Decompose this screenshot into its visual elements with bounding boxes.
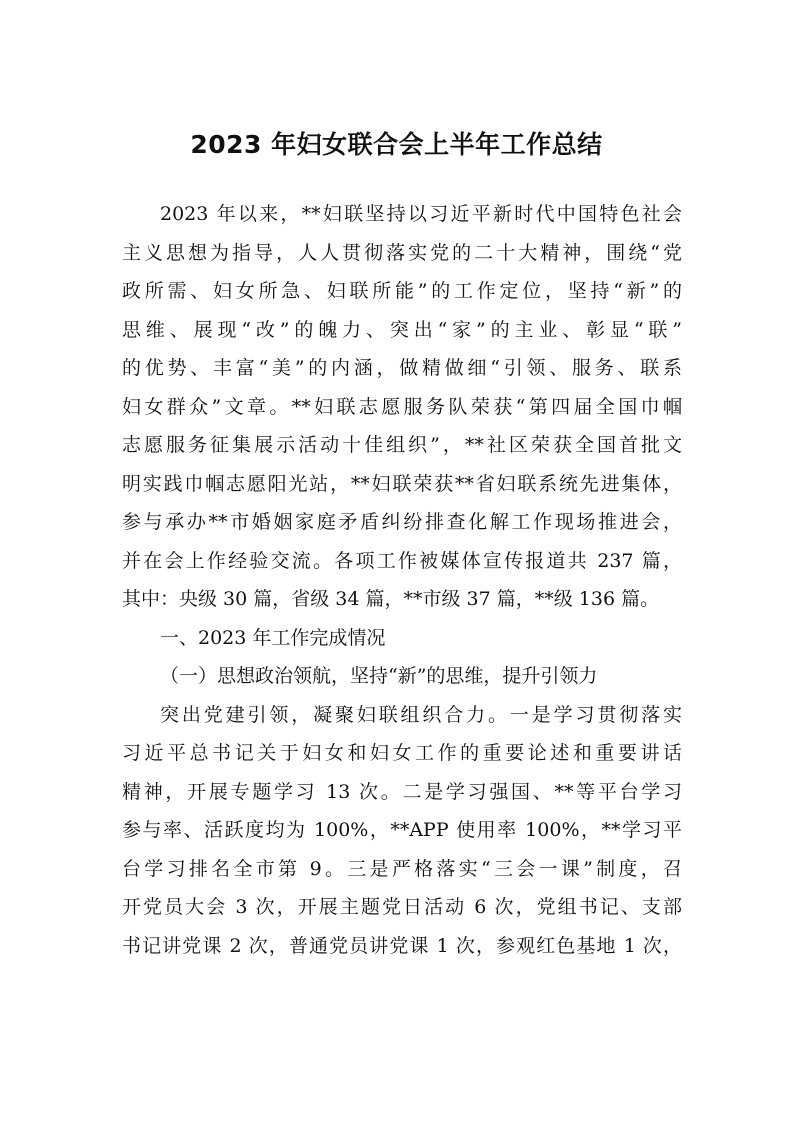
paragraph-line: 并在会上作经验交流。各项工作被媒体宣传报道共 237 篇， xyxy=(122,549,682,572)
paragraph-line: 书记讲党课 2 次，普通党员讲党课 1 次，参观红色基地 1 次， xyxy=(122,934,682,957)
paragraph-line: 妇女群众”文章。**妇联志愿服务队荣获“第四届全国巾帼 xyxy=(122,395,682,418)
paragraph-line: 的优势、丰富“美”的内涵，做精做细“引领、服务、联系 xyxy=(122,357,682,379)
paragraph-line: 开党员大会 3 次，开展主题党日活动 6 次，党组书记、支部 xyxy=(122,896,682,918)
document-title: 2023 年妇女联合会上半年工作总结 xyxy=(190,130,603,159)
paragraph-line: 思维、展现“改”的魄力、突出“家”的主业、彰显“联” xyxy=(122,318,682,341)
paragraph-line: 突出党建引领，凝聚妇联组织合力。一是学习贯彻落实 xyxy=(160,703,682,726)
paragraph-line: 政所需、妇女所急、妇联所能”的工作定位，坚持“新”的 xyxy=(122,280,682,302)
paragraph-line: 参与承办**市婚姻家庭矛盾纠纷排查化解工作现场推进会， xyxy=(122,511,682,533)
paragraph-line: 参与率、活跃度均为 100%，**APP 使用率 100%，**学习平 xyxy=(122,819,682,841)
paragraph-line: 2023 年以来，**妇联坚持以习近平新时代中国特色社会 xyxy=(160,203,682,225)
paragraph-line: 志愿服务征集展示活动十佳组织”，**社区荣获全国首批文 xyxy=(122,434,682,456)
paragraph-line: 主义思想为指导，人人贯彻落实党的二十大精神，围绕“党 xyxy=(122,241,682,264)
paragraph-line: 习近平总书记关于妇女和妇女工作的重要论述和重要讲话 xyxy=(122,742,682,764)
paragraph-line: 其中：央级 30 篇，省级 34 篇，**市级 37 篇，**级 136 篇。 xyxy=(122,588,660,610)
subsection-heading: （一）思想政治领航，坚持“新”的思维，提升引领力 xyxy=(160,665,598,687)
document-body xyxy=(122,195,682,965)
paragraph-line: 台学习排名全市第 9。三是严格落实“三会一课”制度，召 xyxy=(122,857,682,880)
section-heading: 一、2023 年工作完成情况 xyxy=(160,626,386,649)
paragraph-line: 明实践巾帼志愿阳光站，**妇联荣获**省妇联系统先进集体， xyxy=(122,472,682,495)
paragraph-line: 精神，开展专题学习 13 次。二是学习强国、**等平台学习 xyxy=(122,780,682,803)
